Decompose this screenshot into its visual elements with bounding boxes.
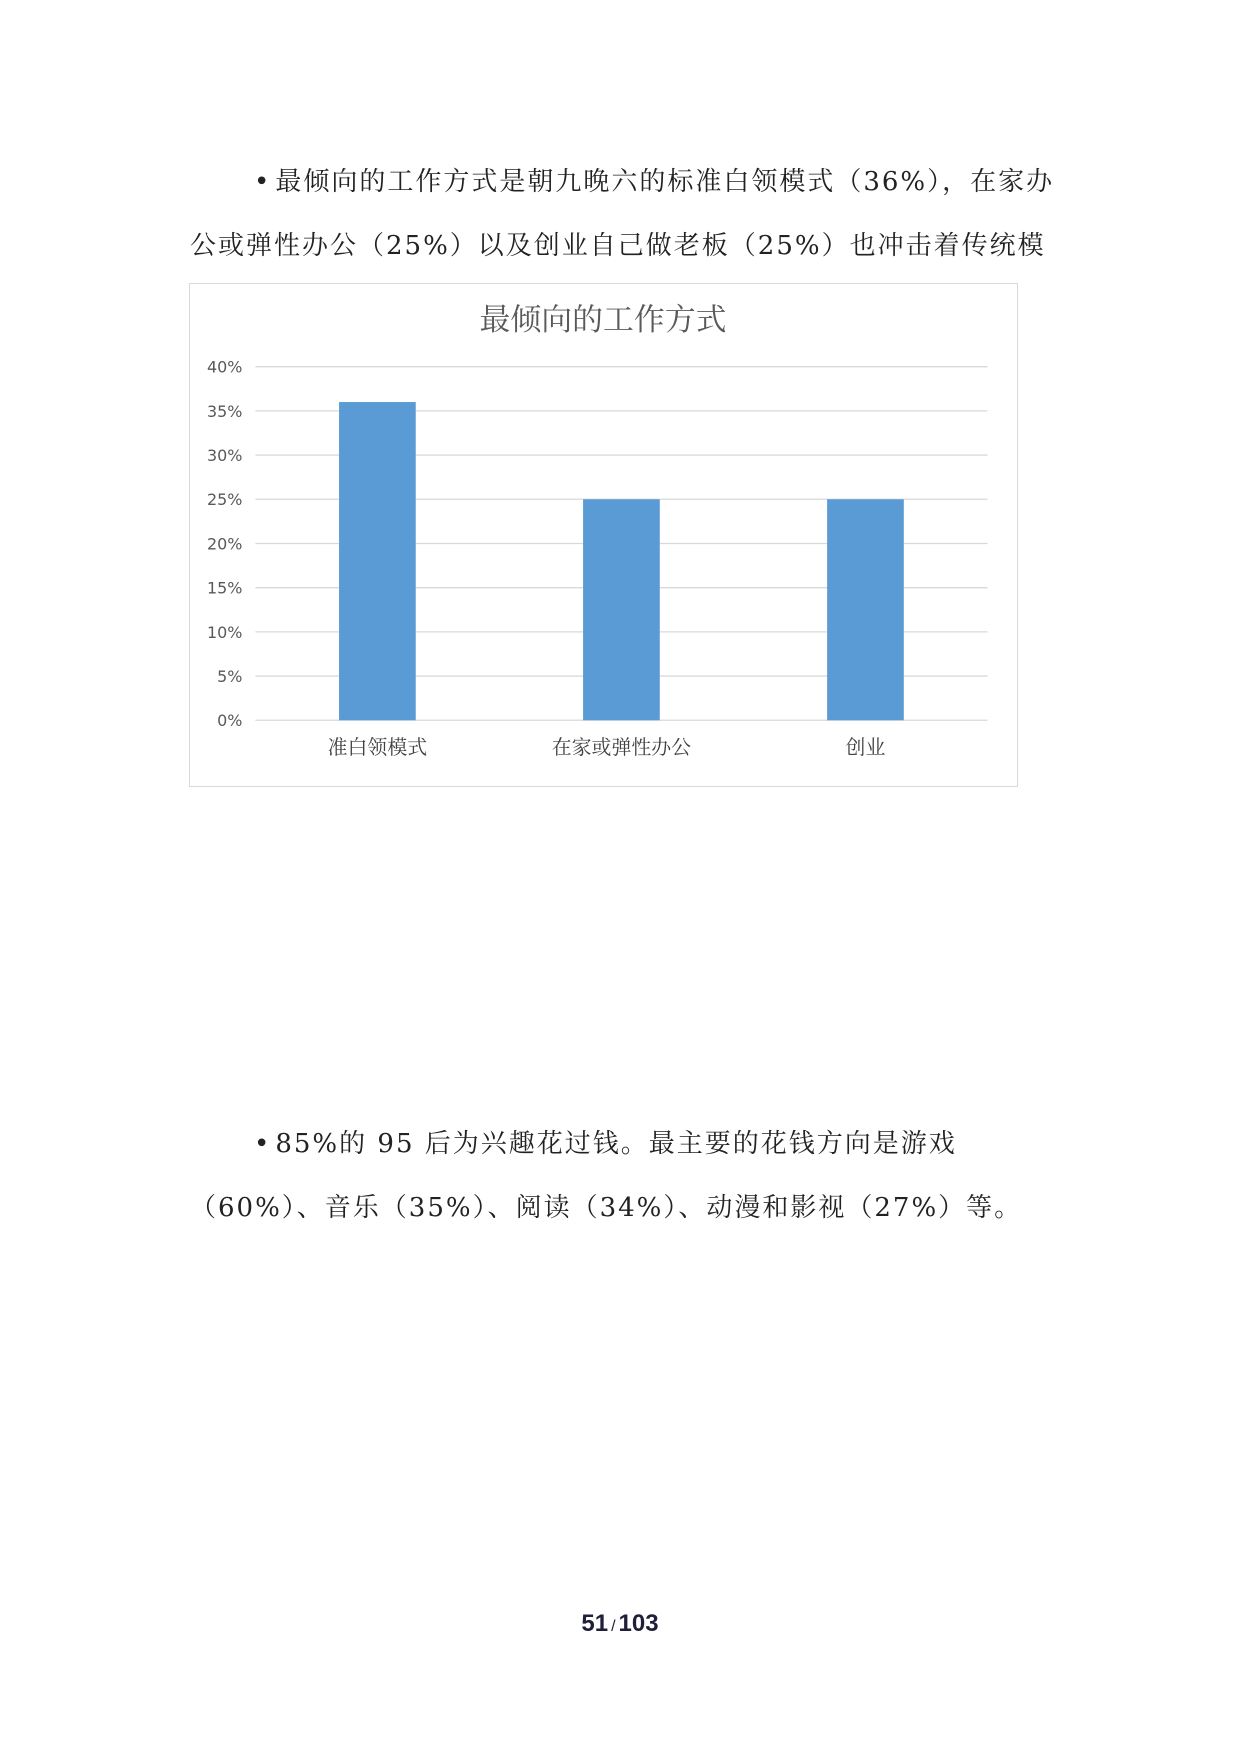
x-axis-categories [328,736,886,759]
chart-bars [339,402,904,720]
page-separator: / [611,1618,616,1635]
y-tick-label: 25% [207,490,243,510]
paragraph-text: 85%的 95 后为兴趣花过钱。最主要的花钱方向是游戏（60%）、音乐（35%）、阅读（34%）、动漫和影视（27%）等。 [190,1129,1023,1223]
bar [339,402,416,720]
y-tick-label: 35% [207,401,243,421]
x-category-label: 创业 [845,736,886,760]
chart-title: 最倾向的工作方式 [479,301,727,338]
x-category-label: 在家或弹性办公 [551,736,692,760]
page-number [0,1610,1240,1638]
y-axis-ticks [207,358,242,731]
paragraph-hobby-spending [190,1112,1060,1240]
current-page: 51 [581,1610,609,1637]
work-preference-chart [189,283,1018,787]
y-tick-label: 5% [217,667,243,687]
total-pages: 103 [618,1610,659,1637]
x-category-label: 准白领模式 [327,736,428,760]
bar [827,499,904,720]
y-tick-label: 40% [207,357,243,377]
chart-canvas [190,284,1017,786]
y-tick-label: 30% [207,446,243,466]
bullet: • [254,167,272,197]
y-tick-label: 20% [207,534,243,554]
bar [583,499,660,720]
y-tick-label: 10% [207,622,243,642]
paragraph-text: 最倾向的工作方式是朝九晚六的标准白领模式（36%），在家办公或弹性办公（25%）以及创业自己做老板（25%）也冲击着传统模 [190,167,1055,261]
y-tick-label: 15% [207,578,243,598]
y-tick-label: 0% [217,711,243,731]
bullet: • [254,1129,272,1159]
